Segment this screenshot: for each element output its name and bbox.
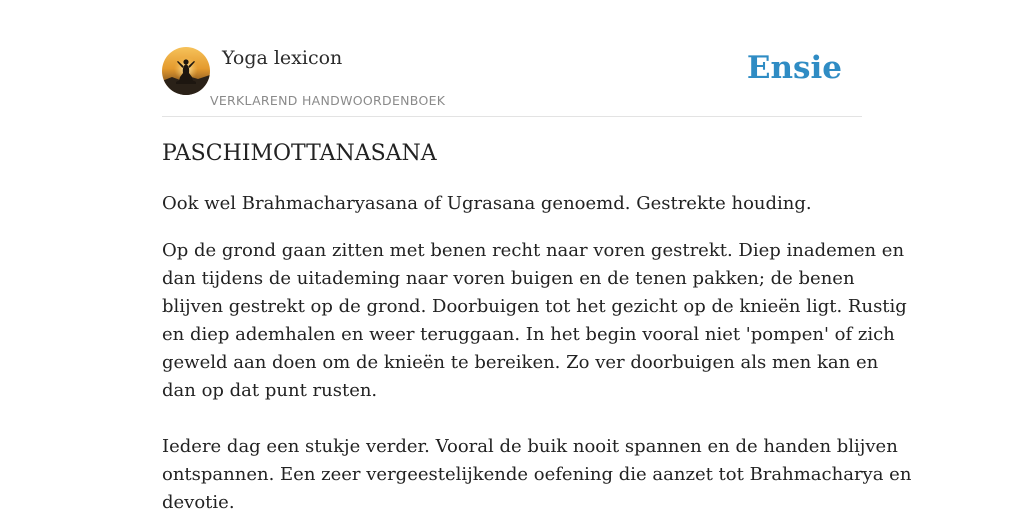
ensie-logo-link[interactable]: Ensie [746, 50, 842, 86]
body-line: ontspannen. Een zeer vergeestelijkende oefening die aanzet tot Brahmacharya en [162, 464, 912, 485]
body-line: devotie. [162, 492, 235, 512]
lexicon-subtitle: VERKLAREND HANDWOORDENBOEK [210, 93, 446, 108]
meditation-silhouette-icon [162, 47, 210, 95]
body-line: Iedere dag een stukje verder. Vooral de buik nooit spannen en de handen blijven [162, 436, 898, 457]
entry-body [162, 237, 912, 512]
body-line: geweld aan doen om de knieën te bereiken. Zo ver doorbuigen als men kan en [162, 352, 879, 373]
lexicon-header [162, 46, 862, 117]
entry-title: PASCHIMOTTANASANA [162, 141, 437, 166]
body-line: en diep ademhalen en weer teruggaan. In het begin vooral niet 'pompen' of zich [162, 324, 895, 345]
lexicon-title[interactable]: Yoga lexicon [222, 47, 343, 69]
body-line: blijven gestrekt op de grond. Doorbuigen tot het gezicht op de knieën ligt. Rustig [162, 296, 907, 317]
body-line: Op de grond gaan zitten met benen recht naar voren gestrekt. Diep inademen en [162, 240, 905, 261]
body-line: dan tijdens de uitademing naar voren buigen en de tenen pakken; de benen [162, 268, 855, 289]
body-line: dan op dat punt rusten. [162, 380, 378, 401]
entry-content [162, 138, 912, 512]
entry-intro: Ook wel Brahmacharyasana of Ugrasana genoemd. Gestrekte houding. [162, 193, 812, 214]
paragraph-break [162, 405, 864, 433]
avatar[interactable] [162, 47, 210, 95]
